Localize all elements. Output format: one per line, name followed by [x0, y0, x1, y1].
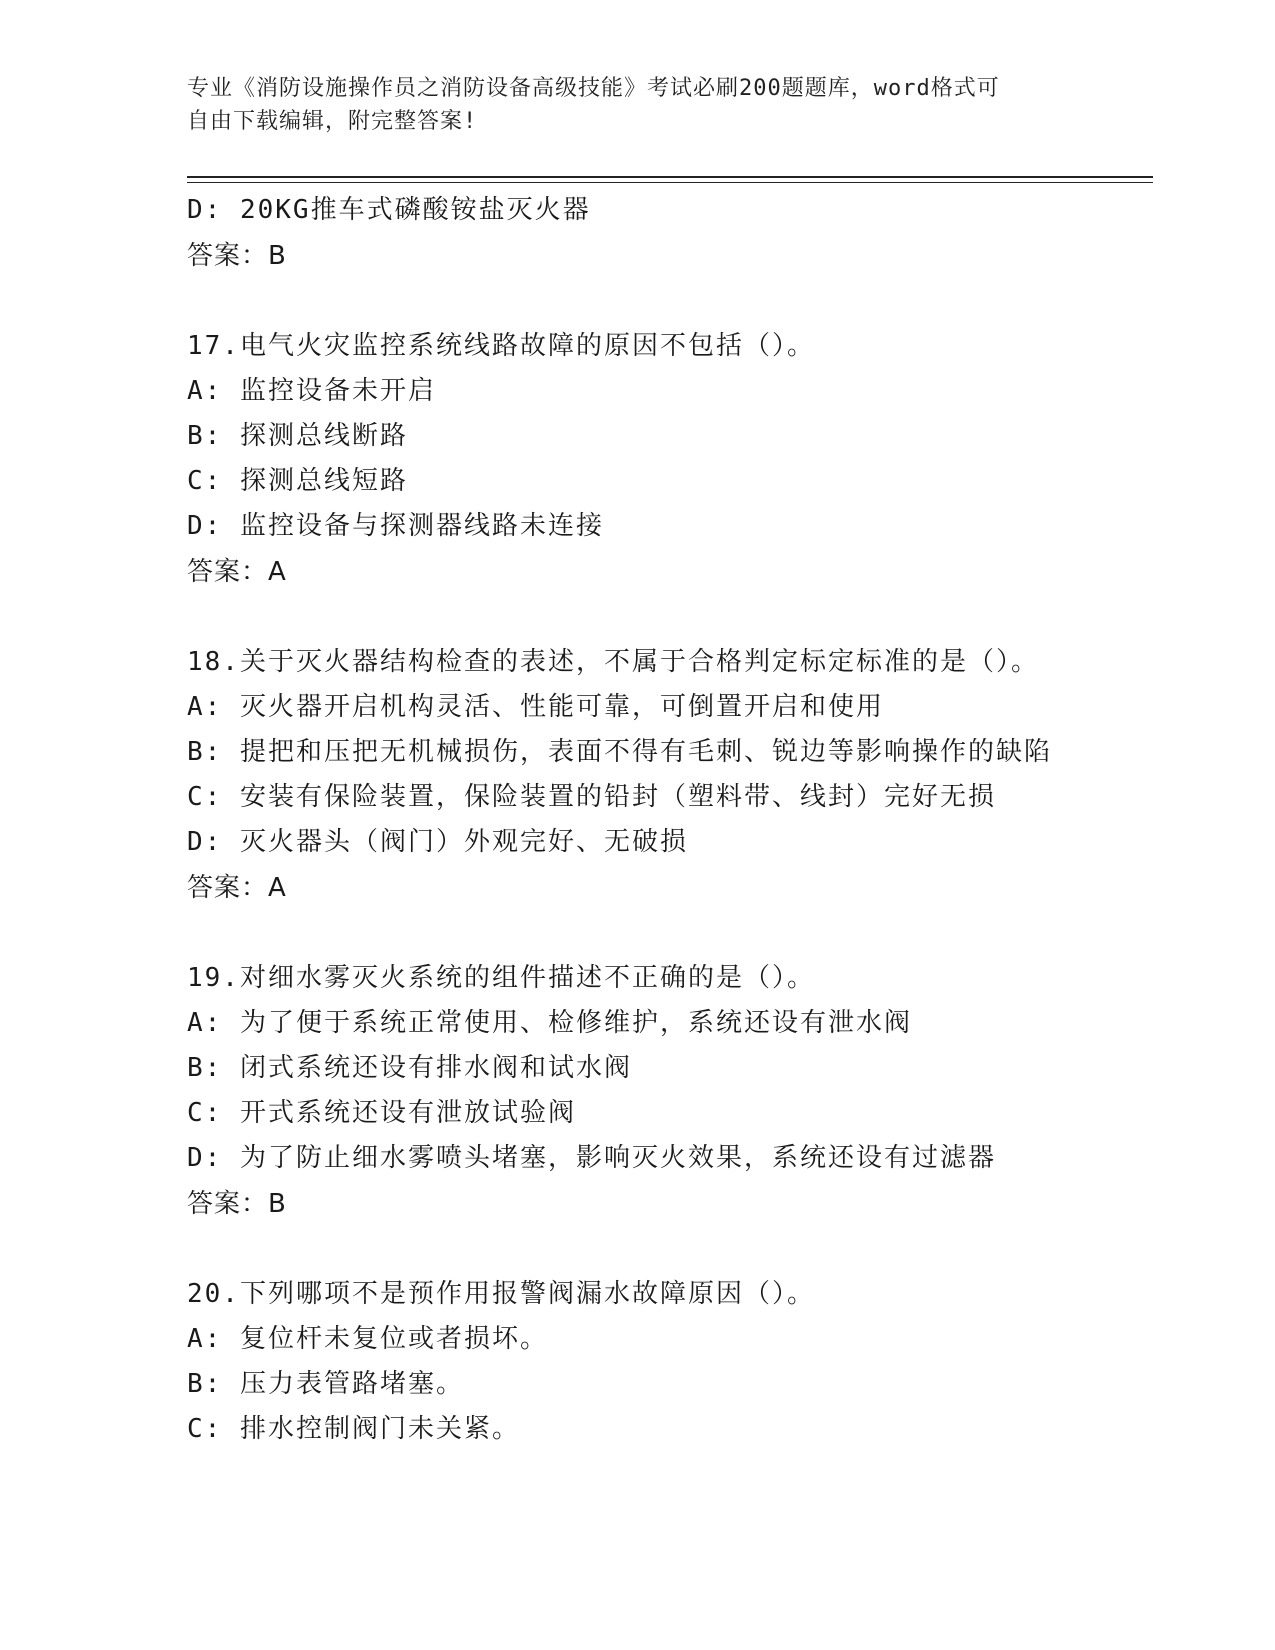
option-d: D: 20KG推车式磷酸铵盐灭火器: [187, 195, 591, 225]
question-stem: 17.电气火灾监控系统线路故障的原因不包括（）。: [187, 331, 815, 361]
document-header: [187, 72, 1087, 138]
answer-line: 答案：B: [187, 1189, 287, 1219]
option-b: B: 闭式系统还设有排水阀和试水阀: [187, 1053, 632, 1083]
question-19: [187, 956, 1153, 1227]
spacer: [187, 279, 1153, 324]
header-title-line-1: 专业《消防设施操作员之消防设备高级技能》考试必刷200题题库，word格式可: [187, 76, 1000, 101]
document-body: [187, 188, 1153, 1452]
question-18: [187, 640, 1153, 911]
question-17: [187, 324, 1153, 595]
option-b: B: 提把和压把无机械损伤，表面不得有毛刺、锐边等影响操作的缺陷: [187, 737, 1052, 767]
option-a: A: 监控设备未开启: [187, 376, 436, 406]
answer-line: 答案：B: [187, 241, 287, 271]
option-b: B: 探测总线断路: [187, 421, 408, 451]
option-d: D: 灭火器头（阀门）外观完好、无破损: [187, 827, 688, 857]
header-title-line-2: 自由下载编辑，附完整答案!: [187, 109, 478, 134]
question-stem: 20.下列哪项不是预作用报警阀漏水故障原因（）。: [187, 1279, 815, 1309]
spacer: [187, 911, 1153, 956]
question-20: [187, 1272, 1153, 1452]
spacer: [187, 1227, 1153, 1272]
answer-line: 答案：A: [187, 557, 287, 587]
header-divider-thin: [187, 182, 1153, 183]
answer-line: 答案：A: [187, 873, 287, 903]
option-d: D: 监控设备与探测器线路未连接: [187, 511, 604, 541]
spacer: [187, 595, 1153, 640]
option-c: C: 开式系统还设有泄放试验阀: [187, 1098, 576, 1128]
option-a: A: 为了便于系统正常使用、检修维护，系统还设有泄水阀: [187, 1008, 912, 1038]
option-a: A: 灭火器开启机构灵活、性能可靠，可倒置开启和使用: [187, 692, 884, 722]
header-divider-thick: [187, 176, 1153, 178]
question-stem: 19.对细水雾灭火系统的组件描述不正确的是（）。: [187, 963, 815, 993]
question-stem: 18.关于灭火器结构检查的表述，不属于合格判定标定标准的是（）。: [187, 647, 1039, 677]
option-c: C: 安装有保险装置，保险装置的铅封（塑料带、线封）完好无损: [187, 782, 996, 812]
question-16-continuation: [187, 188, 1153, 279]
option-c: C: 排水控制阀门未关紧。: [187, 1414, 520, 1444]
option-a: A: 复位杆未复位或者损坏。: [187, 1324, 548, 1354]
option-d: D: 为了防止细水雾喷头堵塞，影响灭火效果，系统还设有过滤器: [187, 1143, 996, 1173]
option-b: B: 压力表管路堵塞。: [187, 1369, 464, 1399]
option-c: C: 探测总线短路: [187, 466, 408, 496]
